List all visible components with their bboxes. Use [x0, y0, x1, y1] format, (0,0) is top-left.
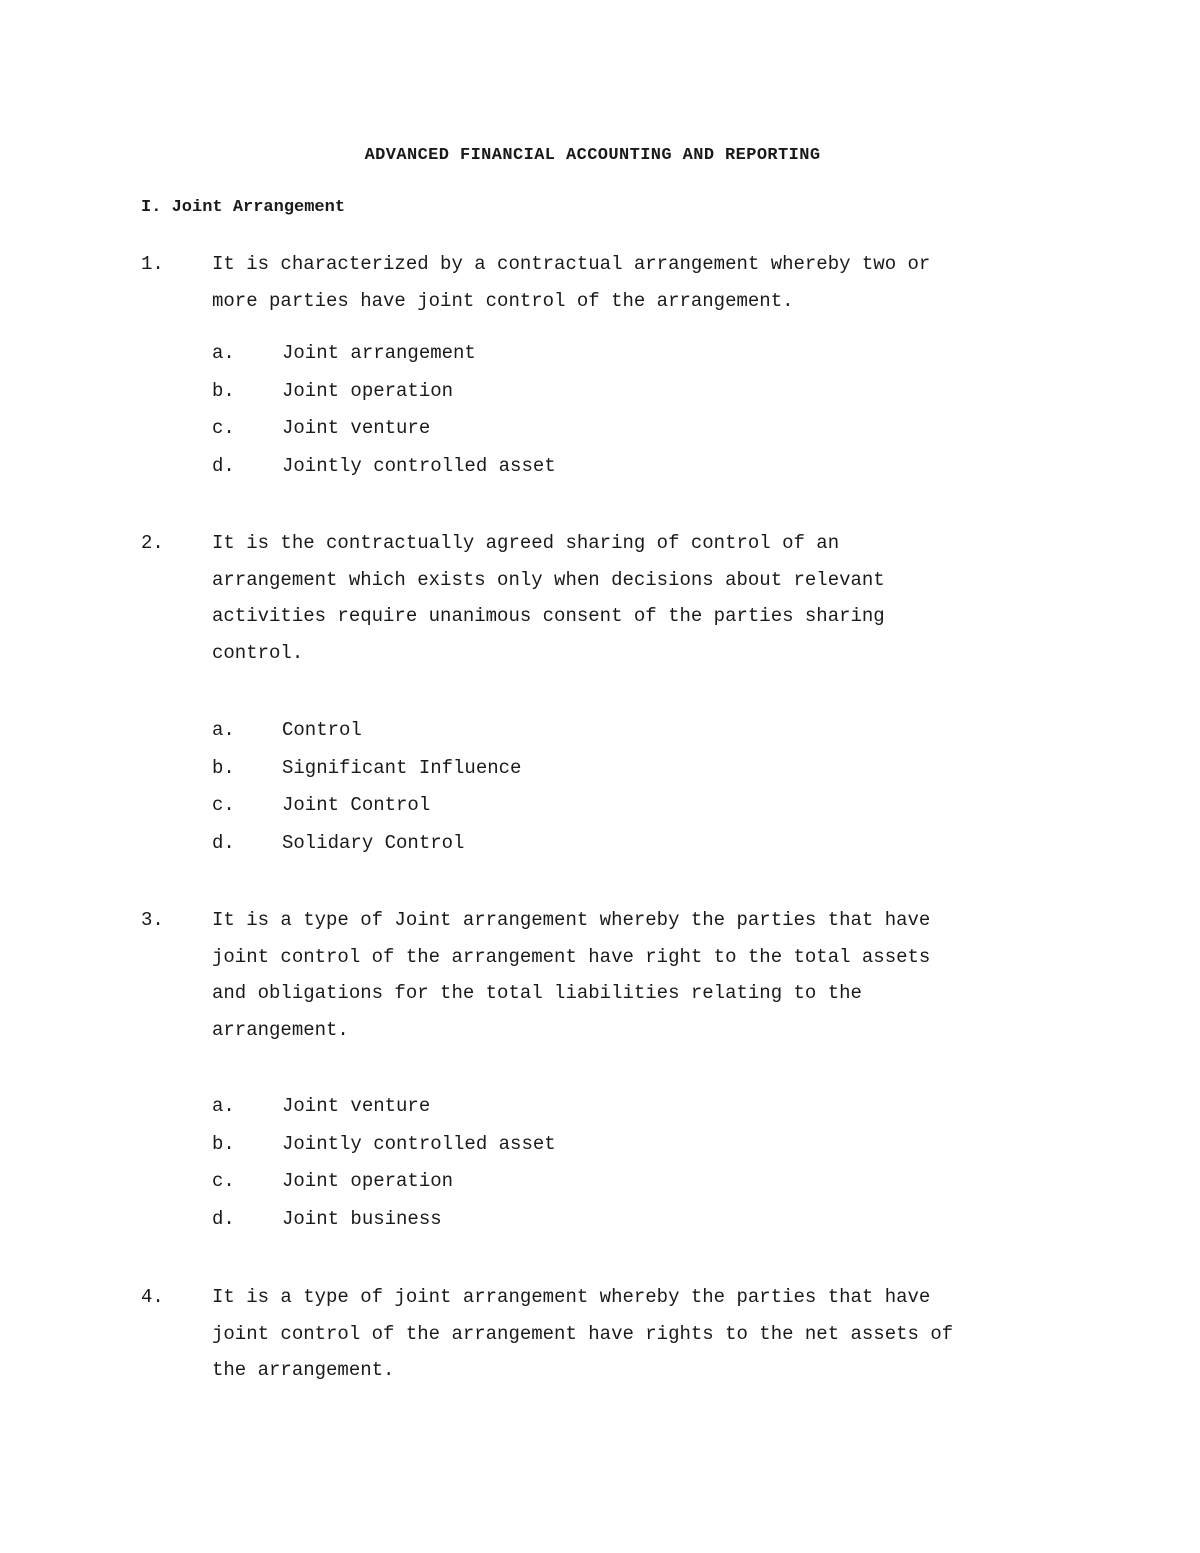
section-heading: I. Joint Arrangement	[141, 198, 346, 217]
question-line: It is a type of Joint arrangement whereby the parties that have	[212, 909, 931, 931]
choice-letter: b.	[212, 1132, 235, 1155]
question-line: joint control of the arrangement have right to the total assets	[212, 945, 931, 968]
question-line: activities require unanimous consent of the parties sharing	[212, 605, 885, 628]
question-text	[212, 246, 1071, 319]
question-number: 2.	[141, 532, 164, 554]
page-title: ADVANCED FINANCIAL ACCOUNTING AND REPORTING	[364, 146, 821, 165]
choice-letter: d.	[212, 1208, 235, 1231]
choice-letter: d.	[212, 832, 235, 855]
choice-text: Joint operation	[282, 379, 454, 402]
choice-text: Joint Control	[282, 794, 431, 817]
choice-letter: a.	[212, 719, 235, 741]
question-number: 4.	[141, 1286, 164, 1308]
question-number: 3.	[141, 909, 164, 931]
question-2	[141, 525, 1071, 855]
question-line: It is the contractually agreed sharing of control of an	[212, 532, 840, 554]
choice-letter: a.	[212, 1095, 235, 1117]
question-line: It is characterized by a contractual arrangement whereby two or	[212, 253, 931, 275]
choice-text: Joint venture	[282, 1095, 431, 1117]
question-4	[141, 1279, 1071, 1389]
choice-text: Solidary Control	[282, 832, 465, 855]
choice-text: Joint venture	[282, 417, 431, 440]
choice-letter: a.	[212, 342, 235, 364]
choice-letter: c.	[212, 794, 235, 817]
choice-letter: b.	[212, 379, 235, 402]
question-line: It is a type of joint arrangement whereby the parties that have	[212, 1286, 931, 1308]
choice-letter: c.	[212, 1170, 235, 1193]
question-line: more parties have joint control of the arrangement.	[212, 289, 794, 312]
choice-text: Joint arrangement	[282, 342, 476, 364]
choice-letter: b.	[212, 756, 235, 779]
choice-letter: c.	[212, 417, 235, 440]
question-text	[212, 902, 1071, 1049]
question-line: arrangement.	[212, 1019, 349, 1042]
question-line: and obligations for the total liabilities relating to the	[212, 982, 862, 1005]
question-text	[212, 1279, 1071, 1389]
question-number: 1.	[141, 253, 164, 275]
choice-letter: d.	[212, 455, 235, 478]
choice-text: Significant Influence	[282, 756, 522, 779]
question-text	[212, 525, 1071, 672]
choice-text: Joint operation	[282, 1170, 454, 1193]
question-1	[141, 246, 1071, 478]
choice-text: Control	[282, 719, 362, 741]
choice-text: Joint business	[282, 1208, 442, 1231]
question-line: joint control of the arrangement have rights to the net assets of	[212, 1322, 954, 1345]
choice-text: Jointly controlled asset	[282, 455, 556, 478]
question-3	[141, 902, 1071, 1231]
question-line: the arrangement.	[212, 1359, 395, 1382]
choice-text: Jointly controlled asset	[282, 1132, 556, 1155]
question-line: control.	[212, 642, 304, 665]
question-line: arrangement which exists only when decisions about relevant	[212, 568, 885, 591]
